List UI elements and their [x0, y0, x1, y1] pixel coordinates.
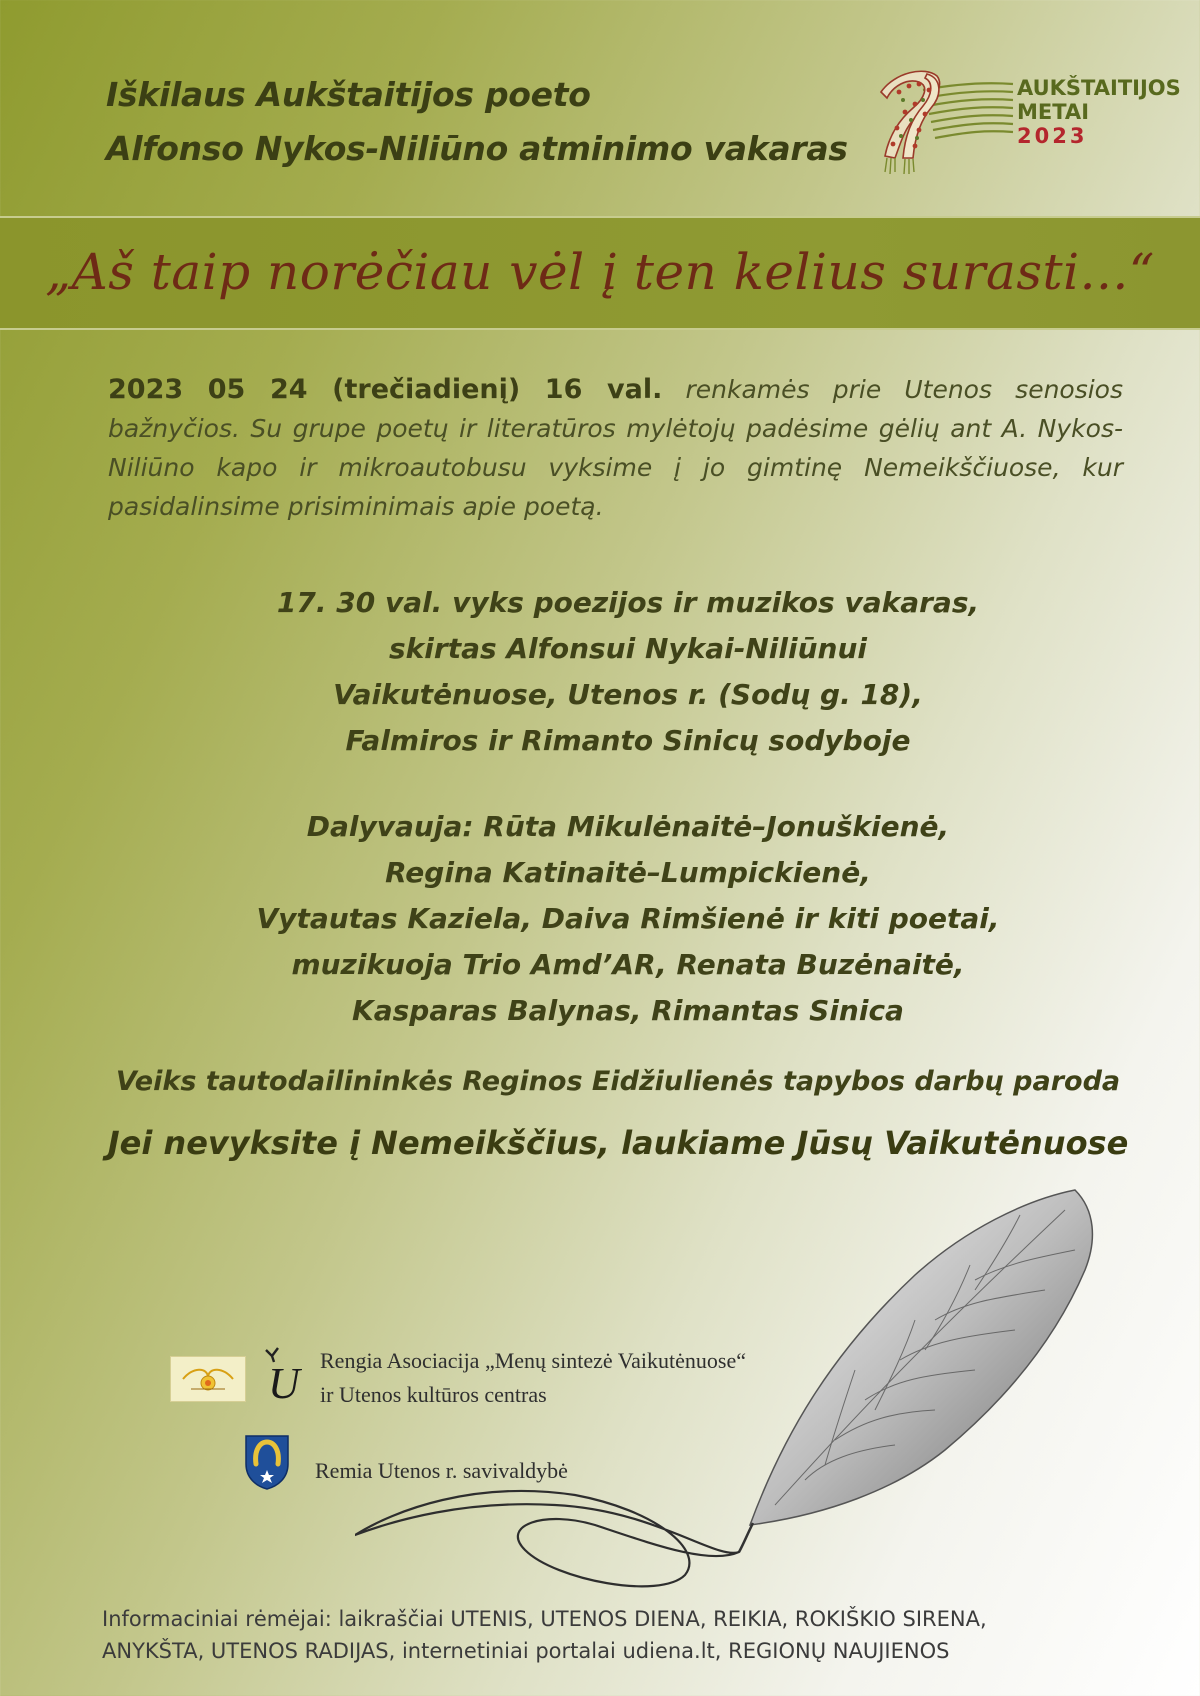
- heading-line-1: Iškilaus Aukštaitijos poeto: [106, 75, 591, 114]
- participants-line-1: Dalyvauja: Rūta Mikulėnaitė–Jonuškienė,: [306, 810, 950, 843]
- poem-quote: „Aš taip norėčiau vėl į ten kelius surasti...“: [45, 243, 1155, 301]
- sponsor-text: Remia Utenos r. savivaldybė: [315, 1458, 568, 1483]
- info-sponsors: [102, 1603, 1182, 1667]
- participants-info: [0, 804, 1200, 1034]
- logo-line-1: AUKŠTAITIJOS: [1017, 76, 1181, 100]
- info-line-1: Informaciniai rėmėjai: laikraščiai UTENIS, UTENOS DIENA, REIKIA, ROKIŠKIO SIRENA,: [102, 1607, 987, 1631]
- participants-line-2: Regina Katinaitė–Lumpickienė,: [385, 856, 871, 889]
- logo-line-2: METAI: [1017, 100, 1090, 124]
- exhibition-note: Veiks tautodailininkės Reginos Eidžiulienės tapybos darbų paroda: [115, 1066, 1121, 1097]
- participants-line-5: Kasparas Balynas, Rimantas Sinica: [352, 994, 904, 1027]
- evening-line-3: Vaikutėnuose, Utenos r. (Sodų g. 18),: [333, 678, 923, 711]
- intro-text: renkamės prie Utenos senosios bažnyčios. Su grupe poetų ir literatūros mylėtojų padėsime gėlių ant A. Nykos-Niliūno kapo ir mikroautobusu vyksime į jo gimtinę Nemeikščiuose, kur pasidalinsime prisiminimais apie poetą.: [108, 375, 1124, 521]
- organizers-line-2: ir Utenos kultūros centras: [320, 1382, 547, 1407]
- event-heading: [106, 68, 866, 176]
- utena-coat-of-arms-icon: [244, 1434, 290, 1490]
- logo-year: 2023: [1017, 124, 1088, 148]
- intro-paragraph: [108, 370, 1123, 526]
- logo-text: [1017, 76, 1181, 148]
- evening-line-2: skirtas Alfonsui Nykai-Niliūnui: [389, 632, 867, 665]
- evening-line-1: 17. 30 val. vyks poezijos ir muzikos vakaras,: [276, 586, 980, 619]
- woven-sash-icon: [875, 62, 1015, 180]
- utenos-kulturos-centras-logo: [262, 1346, 302, 1404]
- org2-letter: U: [268, 1359, 300, 1404]
- participants-line-3: Vytautas Kaziela, Daiva Rimšienė ir kiti poetai,: [256, 902, 1000, 935]
- intro-date-time: 2023 05 24 (trečiadienį) 16 val.: [108, 374, 663, 405]
- organizers-line-1: Rengia Asociacija „Menų sintezė Vaikutėnuose“: [320, 1348, 747, 1373]
- info-line-2: ANYKŠTA, UTENOS RADIJAS, internetiniai portalai udiena.lt, REGIONŲ NAUJIENOS: [102, 1639, 950, 1663]
- heading-line-2: Alfonso Nykos-Niliūno atminimo vakaras: [106, 129, 848, 168]
- organizers-text: [320, 1344, 746, 1412]
- evening-info: [0, 580, 1200, 764]
- evening-line-4: Falmiros ir Rimanto Sinicų sodyboje: [345, 724, 911, 757]
- invitation-note: Jei nevyksite į Nemeikščius, laukiame Jūsų Vaikutėnuose: [107, 1124, 1129, 1162]
- menu-sinteze-logo: [170, 1356, 246, 1402]
- aukstaitijos-metai-logo: [875, 62, 1181, 180]
- participants-line-4: muzikuoja Trio Amd’AR, Renata Buzėnaitė,: [291, 948, 965, 981]
